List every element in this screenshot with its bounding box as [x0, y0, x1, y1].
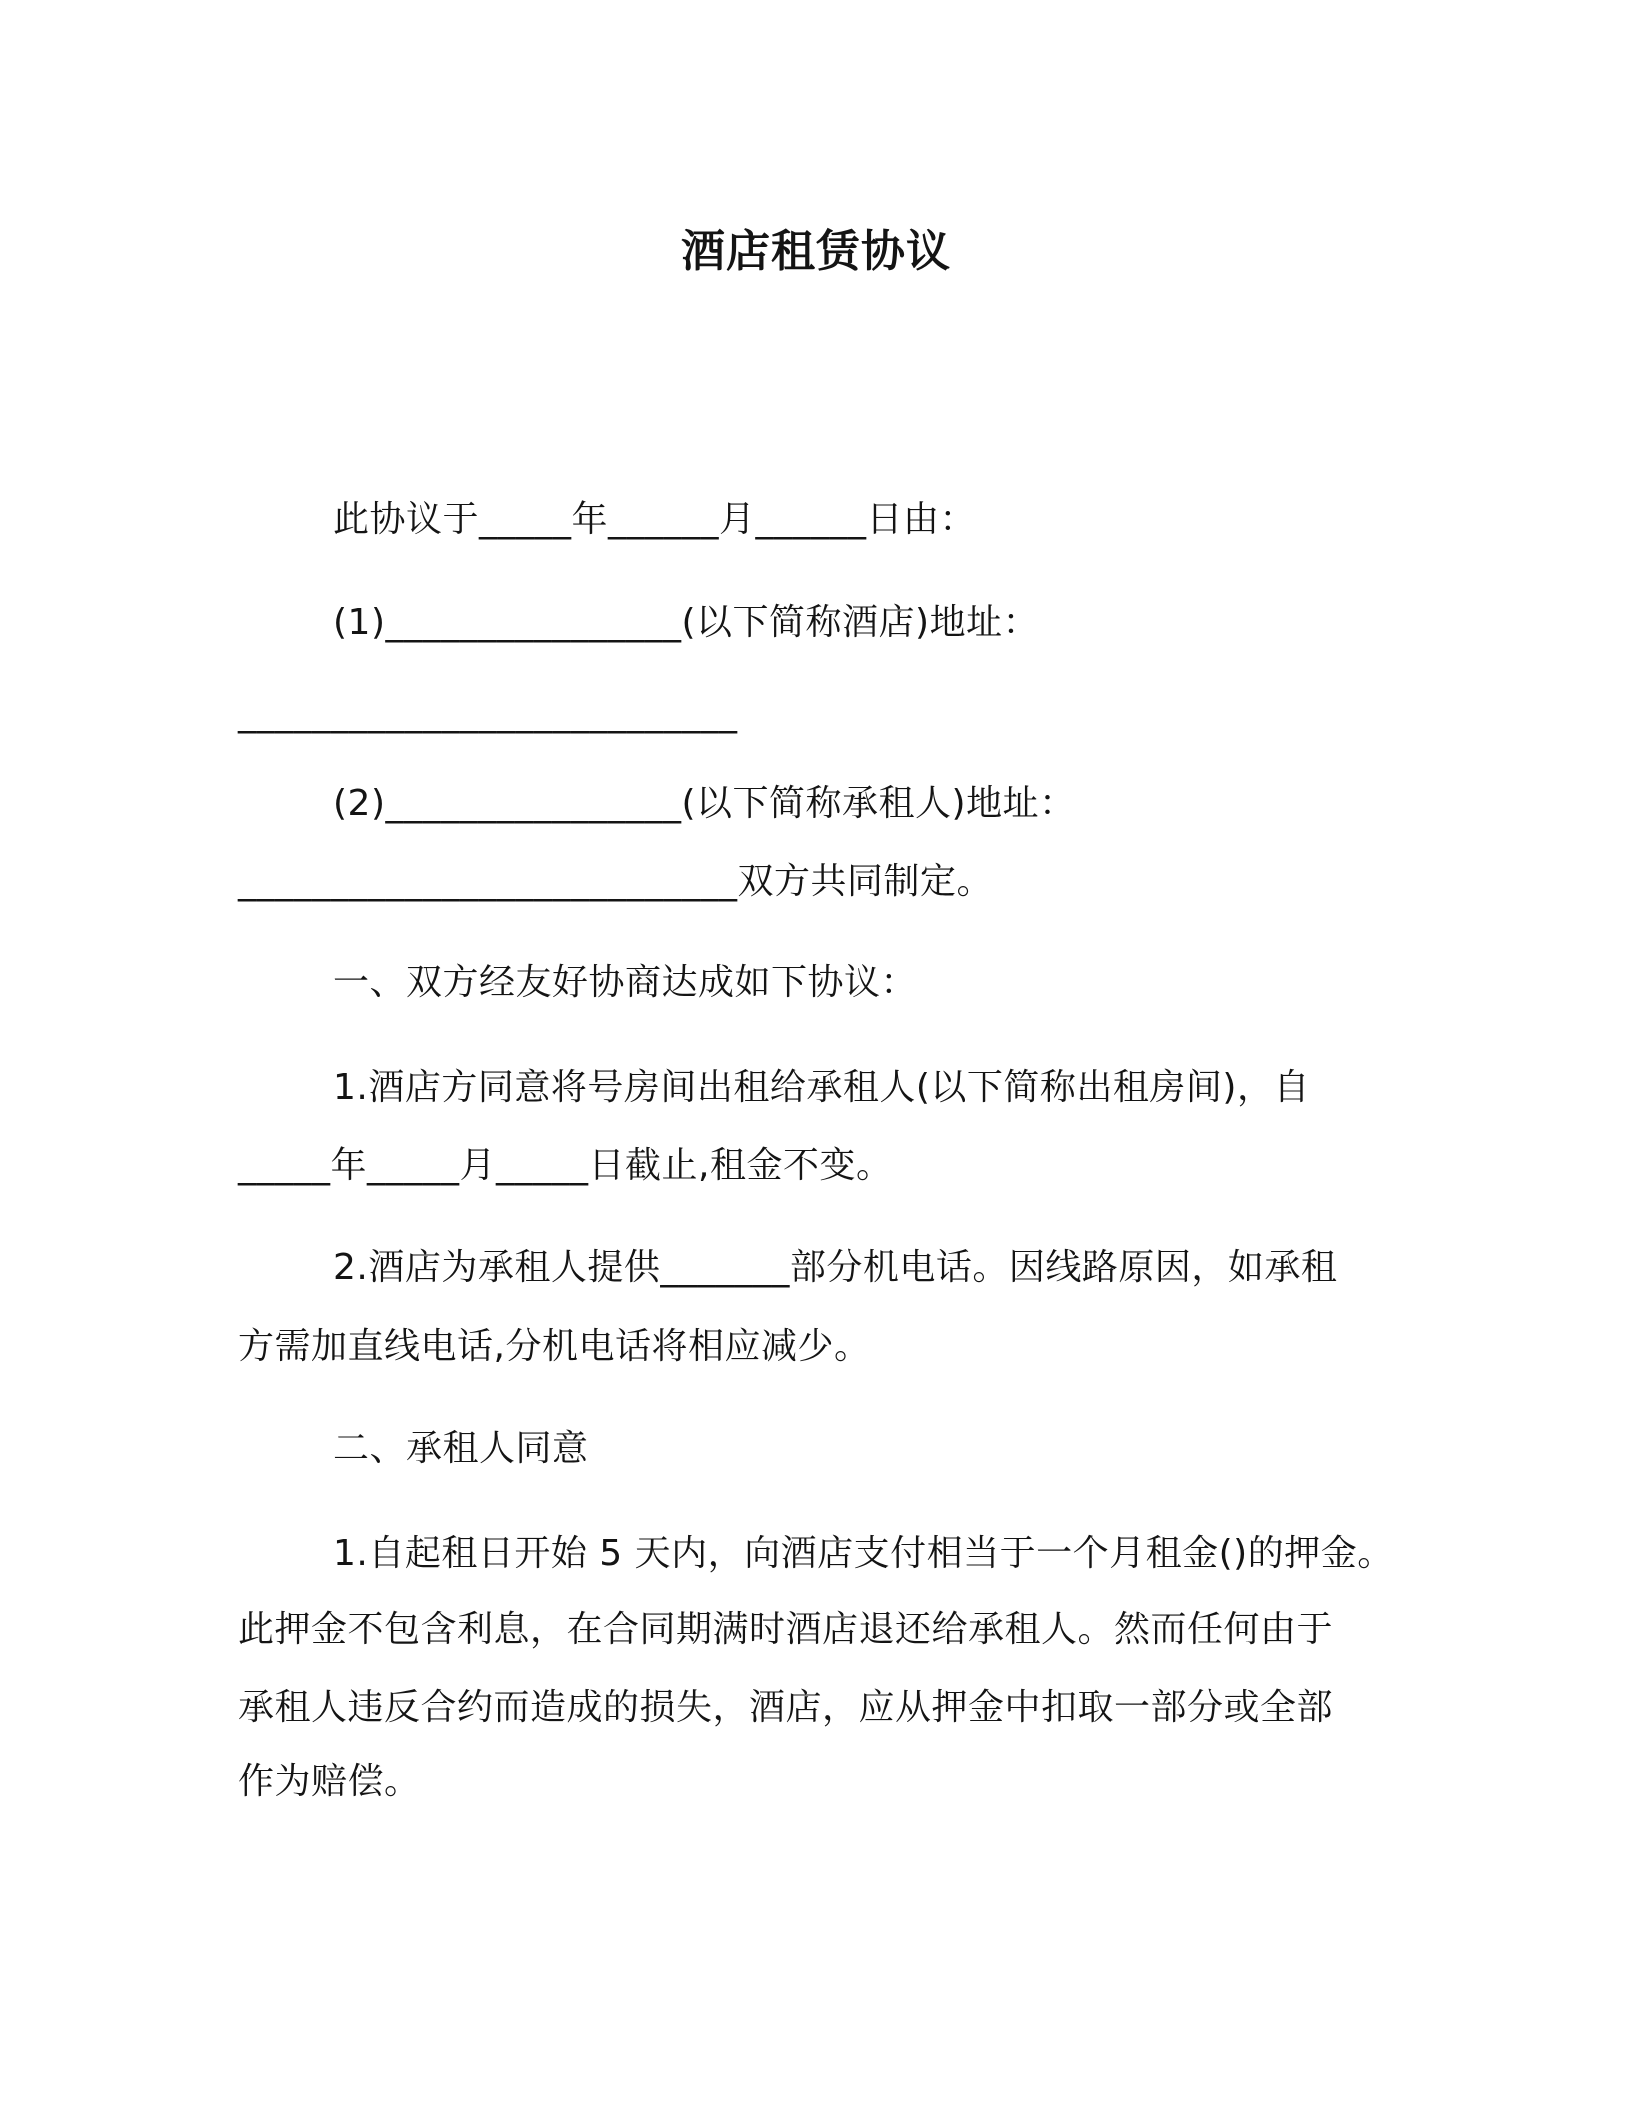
clause-2-1-line-2: 此押金不包含利息，在合同期满时酒店退还给承租人。然而任何由于 [238, 1609, 1334, 1650]
agreement-date-line: 此协议于_____年______月______日由： [333, 499, 977, 540]
party-tenant-address-line: ___________________________双方共同制定。 [238, 861, 994, 902]
clause-1-2-line-2: 方需加直线电话,分机电话将相应减少。 [238, 1326, 871, 1367]
clause-2-1-line-3: 承租人违反合约而造成的损失，酒店，应从押金中扣取一部分或全部 [238, 1687, 1334, 1728]
clause-1-1-line-2: _____年_____月_____日截止,租金不变。 [238, 1145, 893, 1186]
party-hotel-address-blank: ___________________________ [238, 693, 738, 734]
party-hotel-line: (1)________________(以下简称酒店)地址： [333, 602, 1040, 643]
document-title: 酒店租赁协议 [681, 226, 951, 277]
clause-2-1-line-4: 作为赔偿。 [238, 1761, 421, 1802]
clause-1-1-line-1: 1.酒店方同意将号房间出租给承租人(以下简称出租房间)，自 [333, 1067, 1310, 1108]
section-two-heading: 二、承租人同意 [333, 1428, 589, 1469]
party-tenant-line: (2)________________(以下简称承租人)地址： [333, 783, 1076, 824]
clause-2-1-line-1: 1.自起租日开始 5 天内，向酒店支付相当于一个月租金()的押金。 [333, 1533, 1394, 1574]
clause-1-2-line-1: 2.酒店为承租人提供_______部分机电话。因线路原因，如承租 [333, 1247, 1338, 1288]
section-one-heading: 一、双方经友好协商达成如下协议： [333, 962, 918, 1003]
